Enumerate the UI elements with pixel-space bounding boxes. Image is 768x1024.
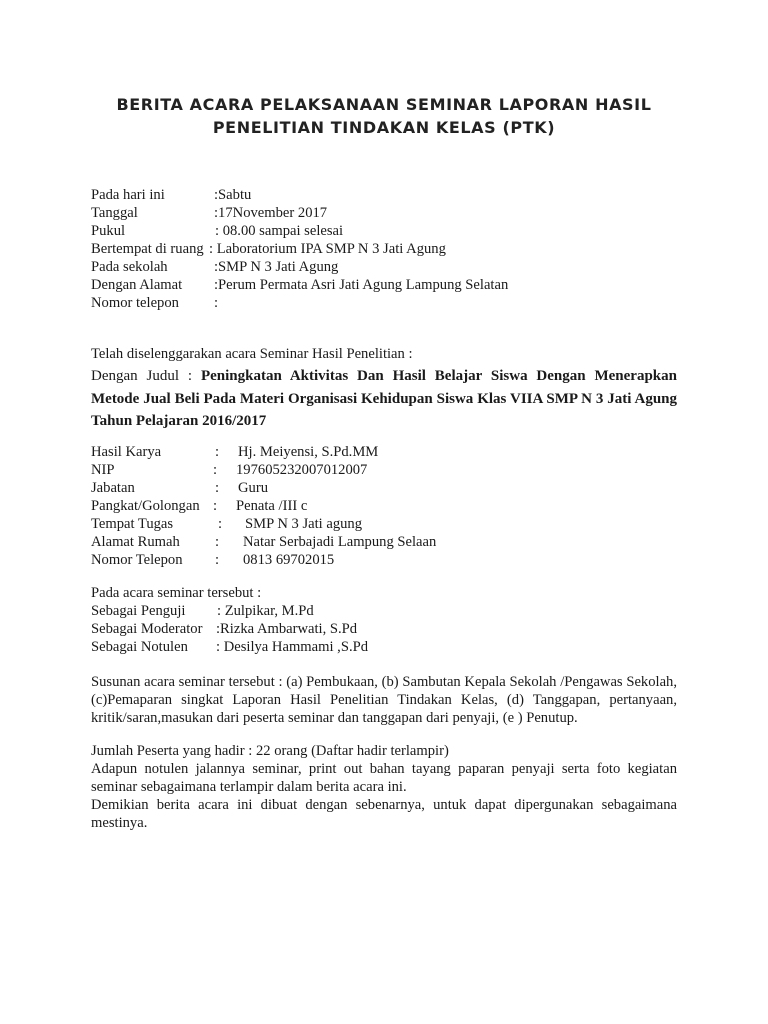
closing-section [91, 742, 677, 832]
event-label: Bertempat di ruang [91, 241, 204, 257]
event-row [91, 204, 677, 222]
intro-section [91, 345, 677, 433]
adapun-paragraph: Adapun notulen jalannya seminar, print out bahan tayang paparan penyaji serta foto kegiatan seminar sebagaimana terlampir dalam berita acara ini. [91, 761, 677, 795]
author-colon: : [215, 552, 220, 568]
event-value: :Sabtu [214, 187, 252, 203]
role-row [91, 620, 677, 638]
author-label: Pangkat/Golongan [91, 498, 200, 514]
author-row [91, 479, 677, 497]
author-label: Hasil Karya [91, 444, 162, 460]
author-value: 0813 69702015 [243, 552, 335, 568]
role-label: Sebagai Notulen [91, 639, 188, 655]
author-value: Natar Serbajadi Lampung Selaan [243, 534, 437, 550]
author-colon: : [213, 462, 218, 478]
event-row [91, 294, 677, 312]
author-colon: : [215, 480, 220, 496]
author-colon: : [215, 534, 220, 550]
intro-text: Telah diselenggarakan acara Seminar Hasil Penelitian : [91, 346, 413, 362]
role-row [91, 602, 677, 620]
author-value: Hj. Meiyensi, S.Pd.MM [238, 444, 379, 460]
role-label: Sebagai Moderator [91, 621, 203, 637]
event-value: : [214, 295, 219, 311]
author-details [91, 443, 677, 569]
event-label: Dengan Alamat [91, 277, 183, 293]
author-colon: : [213, 498, 218, 514]
event-details [91, 186, 677, 312]
judul-label: Dengan Judul : [91, 368, 201, 384]
event-value: : Laboratorium IPA SMP N 3 Jati Agung [209, 241, 446, 257]
author-row [91, 515, 677, 533]
event-value: : 08.00 sampai selesai [215, 223, 344, 239]
role-value: :Rizka Ambarwati, S.Pd [216, 621, 358, 637]
event-label: Nomor telepon [91, 295, 179, 311]
author-value: SMP N 3 Jati agung [245, 516, 363, 532]
seminar-roles [91, 584, 677, 656]
author-label: Tempat Tugas [91, 516, 174, 532]
event-label: Pada sekolah [91, 259, 168, 275]
author-label: NIP [91, 462, 115, 478]
role-value: : Zulpikar, M.Pd [217, 603, 314, 619]
title-line-1: BERITA ACARA PELAKSANAAN SEMINAR LAPORAN HASIL [116, 95, 652, 114]
author-label: Jabatan [91, 480, 135, 496]
event-value: :17November 2017 [214, 205, 328, 221]
event-row [91, 186, 677, 204]
role-row [91, 638, 677, 656]
author-label: Alamat Rumah [91, 534, 180, 550]
author-row [91, 551, 677, 569]
event-row [91, 240, 677, 258]
susunan-paragraph: Susunan acara seminar tersebut : (a) Pembukaan, (b) Sambutan Kepala Sekolah /Pengawas Sekolah, (c)Pemaparan singkat Laporan Hasil Penelitian Tindakan Kelas, (d) Tanggapan, pertanyaan, kritik/saran,masukan dari peserta seminar dan tanggapan dari penyaji, (e ) Penutup. [91, 674, 677, 726]
jumlah-peserta: Jumlah Peserta yang hadir : 22 orang (Daftar hadir terlampir) [91, 743, 449, 759]
author-colon: : [215, 444, 220, 460]
demikian-paragraph: Demikian berita acara ini dibuat dengan sebenarnya, untuk dapat dipergunakan sebagaimana mestinya. [91, 797, 677, 831]
author-row [91, 461, 677, 479]
event-label: Pada hari ini [91, 187, 165, 203]
event-label: Tanggal [91, 205, 138, 221]
author-label: Nomor Telepon [91, 552, 183, 568]
event-label: Pukul [91, 223, 126, 239]
document-title [60, 93, 708, 139]
event-row [91, 258, 677, 276]
author-row [91, 497, 677, 515]
event-value: :SMP N 3 Jati Agung [214, 259, 339, 275]
author-value: 197605232007012007 [236, 462, 368, 478]
seminar-heading: Pada acara seminar tersebut : [91, 585, 262, 601]
title-line-2: PENELITIAN TINDAKAN KELAS (PTK) [212, 118, 556, 137]
role-value: : Desilya Hammami ,S.Pd [216, 639, 369, 655]
event-row [91, 276, 677, 294]
author-value: Penata /III c [236, 498, 308, 514]
author-colon: : [218, 516, 223, 532]
event-value: :Perum Permata Asri Jati Agung Lampung Selatan [214, 277, 509, 293]
judul-text: Peningkatan Aktivitas Dan Hasil Belajar Siswa Dengan Menerapkan Metode Jual Beli Pada Materi Organisasi Kehidupan Siswa Klas VIIA SMP N 3 Jati Agung Tahun Pelajaran 2016/2017 [91, 368, 677, 429]
judul-paragraph [91, 365, 677, 433]
role-label: Sebagai Penguji [91, 603, 186, 619]
author-value: Guru [238, 480, 268, 496]
author-row [91, 533, 677, 551]
event-row [91, 222, 677, 240]
author-row [91, 443, 677, 461]
